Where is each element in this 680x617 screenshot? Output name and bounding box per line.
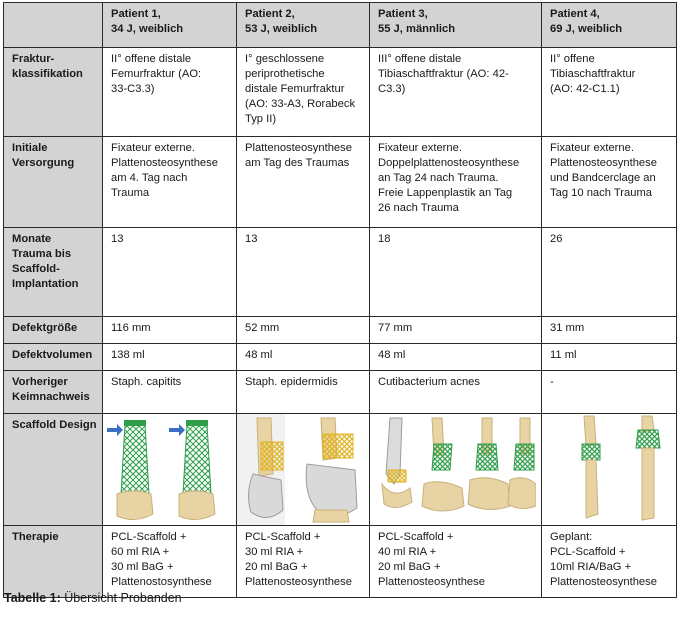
cell-text-line: 69 J, weiblich [550, 23, 623, 35]
cell-text-line: - [550, 376, 554, 388]
table-cell [237, 526, 370, 598]
caption-label: Tabelle 1: [4, 591, 61, 605]
caption-text: Übersicht Probanden [60, 591, 182, 605]
cell-text-line: 48 ml [245, 349, 273, 361]
table-cell [542, 371, 677, 414]
column-header-patient-4 [542, 3, 677, 48]
table-cell [103, 371, 237, 414]
cell-text-line: 48 ml [378, 349, 406, 361]
cell-text-line: Cutibacterium acnes [378, 376, 480, 388]
cell-text-line: 20 ml BaG + [245, 561, 308, 573]
table-cell [103, 48, 237, 137]
table-cell [237, 137, 370, 228]
cell-text-line: Fixateur externe. [111, 142, 195, 154]
cell-text-line: Patient 1, [111, 8, 161, 20]
cell-text-line: 77 mm [378, 322, 413, 334]
cell-text-line: 18 [378, 233, 391, 245]
cell-text-line: 116 mm [111, 322, 151, 334]
cell-text-line: Doppelplattenosteosynthese [378, 157, 520, 169]
cell-text-line: Patient 2, [245, 8, 295, 20]
cell-text-line: Staph. capitits [111, 376, 182, 388]
table-cell [370, 48, 542, 137]
cell-text-line: und Bandcerclage an [550, 172, 656, 184]
row-header [4, 48, 103, 137]
cell-text-line: Fraktur- [12, 53, 55, 65]
table-row [4, 344, 677, 371]
cell-text-line: (AO: 33-A3, Rorabeck [245, 98, 356, 110]
cell-text-line: Monate [12, 233, 52, 245]
cell-text-line: 13 [111, 233, 124, 245]
cell-text-line: Patient 4, [550, 8, 600, 20]
row-header [4, 137, 103, 228]
cell-text-line: Plattenosteosynthese [111, 157, 218, 169]
cell-text-line: Vorheriger [12, 376, 68, 388]
table-row [4, 48, 677, 137]
table-cell [542, 344, 677, 371]
cell-text-line: Therapie [12, 531, 59, 543]
cell-text-line: Typ II) [245, 113, 277, 125]
table-cell [103, 228, 237, 317]
cell-text-line: Scaffold- [12, 263, 60, 275]
cell-text-line: Implantation [12, 278, 79, 290]
tibia-short-scaffold-render [542, 414, 677, 526]
cell-text-line: PCL-Scaffold + [245, 531, 321, 543]
cell-text-line: Fixateur externe. [378, 142, 462, 154]
table-cell [370, 371, 542, 414]
cell-text-line: Trauma [111, 187, 150, 199]
cell-text-line: 30 ml RIA + [245, 546, 304, 558]
table-cell [542, 317, 677, 344]
cell-text-line: am 4. Tag nach [111, 172, 188, 184]
cell-text-line: 30 ml BaG + [111, 561, 174, 573]
cell-text-line: 20 ml BaG + [378, 561, 441, 573]
cell-text-line: Plattenostosynthese [111, 576, 212, 588]
row-header [4, 344, 103, 371]
table-cell [370, 228, 542, 317]
cell-text-line: 60 ml RIA + [111, 546, 170, 558]
cell-text-line: C3.3) [378, 83, 406, 95]
cell-text-line: 13 [245, 233, 258, 245]
cell-text-line: Plattenosteosynthese [245, 142, 352, 154]
cell-text-line: 53 J, weiblich [245, 23, 318, 35]
overview-table [3, 2, 677, 598]
cell-text-line: Fixateur externe. [550, 142, 634, 154]
cell-text-line: 34 J, weiblich [111, 23, 184, 35]
cell-text-line: II° offene distale [111, 53, 192, 65]
cell-text-line: 33-C3.3) [111, 83, 155, 95]
cell-text-line: Plattenosteosynthese [245, 576, 352, 588]
table-cell [237, 371, 370, 414]
cell-text-line: II° offene [550, 53, 595, 65]
tibia-scaffold-render [370, 414, 542, 526]
table-cell [103, 526, 237, 598]
cell-text-line: 31 mm [550, 322, 585, 334]
cell-text-line: distale Femurfraktur [245, 83, 345, 95]
table-cell [237, 317, 370, 344]
cell-text-line: Tibiaschaftfraktur (AO: 42- [378, 68, 509, 80]
cell-text-line: Initiale [12, 142, 48, 154]
table-cell [542, 48, 677, 137]
table-cell [542, 526, 677, 598]
cell-text-line: 11 ml [550, 349, 577, 361]
cell-text-line: 10ml RIA/BaG + [550, 561, 632, 573]
cell-text-line: Trauma bis [12, 248, 72, 260]
cell-text-line: Plattenosteosynthese [550, 157, 657, 169]
table-cell [370, 526, 542, 598]
cell-text-line: 26 nach Trauma [378, 202, 459, 214]
row-header [4, 526, 103, 598]
table-row [4, 371, 677, 414]
cell-text-line: an Tag 24 nach Trauma. [378, 172, 499, 184]
cell-text-line: 52 mm [245, 322, 280, 334]
table-cell [370, 137, 542, 228]
cell-text-line: PCL-Scaffold + [550, 546, 626, 558]
cell-text-line: Staph. epidermidis [245, 376, 338, 388]
table-row [4, 526, 677, 598]
cell-text-line: periprothetische [245, 68, 325, 80]
femur-scaffold-render [103, 414, 237, 526]
cell-text-line: 138 ml [111, 349, 145, 361]
cell-text-line: Defektgröße [12, 322, 78, 334]
cell-text-line: Tag 10 nach Trauma [550, 187, 652, 199]
knee-prosthesis-scaffold-render [237, 414, 370, 526]
cell-text-line: am Tag des Traumas [245, 157, 350, 169]
cell-text-line: 26 [550, 233, 563, 245]
table-caption [4, 591, 182, 605]
cell-text-line: Defektvolumen [12, 349, 93, 361]
cell-text-line: Keimnachweis [12, 391, 90, 403]
cell-text-line: Freie Lappenplastik an Tag [378, 187, 513, 199]
row-header [4, 228, 103, 317]
table-cell [542, 137, 677, 228]
table-row [4, 317, 677, 344]
cell-text-line: Plattenosteosynthese [378, 576, 485, 588]
column-header-patient-2 [237, 3, 370, 48]
cell-text-line: PCL-Scaffold + [111, 531, 187, 543]
cell-text-line: 55 J, männlich [378, 23, 456, 35]
cell-text-line: Geplant: [550, 531, 593, 543]
table-cell [103, 137, 237, 228]
header-row [4, 3, 677, 48]
table-cell [103, 317, 237, 344]
cell-text-line: Tibiaschaftfraktur [550, 68, 636, 80]
cell-text-line: Patient 3, [378, 8, 428, 20]
table-row [4, 414, 677, 526]
cell-text-line: Scaffold Design [12, 419, 97, 431]
table-cell [542, 228, 677, 317]
table-cell [237, 228, 370, 317]
row-header [4, 414, 103, 526]
cell-text-line: 40 ml RIA + [378, 546, 437, 558]
cell-text-line: klassifikation [12, 68, 83, 80]
cell-text-line: Versorgung [12, 157, 75, 169]
cell-text-line: III° offene distale [378, 53, 462, 65]
cell-text-line: I° geschlossene [245, 53, 325, 65]
table-cell [103, 344, 237, 371]
table-cell [237, 48, 370, 137]
cell-text-line: Plattenosteosynthese [550, 576, 657, 588]
row-header [4, 371, 103, 414]
cell-text-line: (AO: 42-C1.1) [550, 83, 620, 95]
column-header-patient-1 [103, 3, 237, 48]
corner-cell [4, 3, 103, 48]
row-header [4, 317, 103, 344]
table-cell [370, 344, 542, 371]
table-row [4, 228, 677, 317]
cell-text-line: PCL-Scaffold + [378, 531, 454, 543]
cell-text-line: Femurfraktur (AO: [111, 68, 202, 80]
column-header-patient-3 [370, 3, 542, 48]
table-cell [370, 317, 542, 344]
table-row [4, 137, 677, 228]
table-cell [237, 344, 370, 371]
